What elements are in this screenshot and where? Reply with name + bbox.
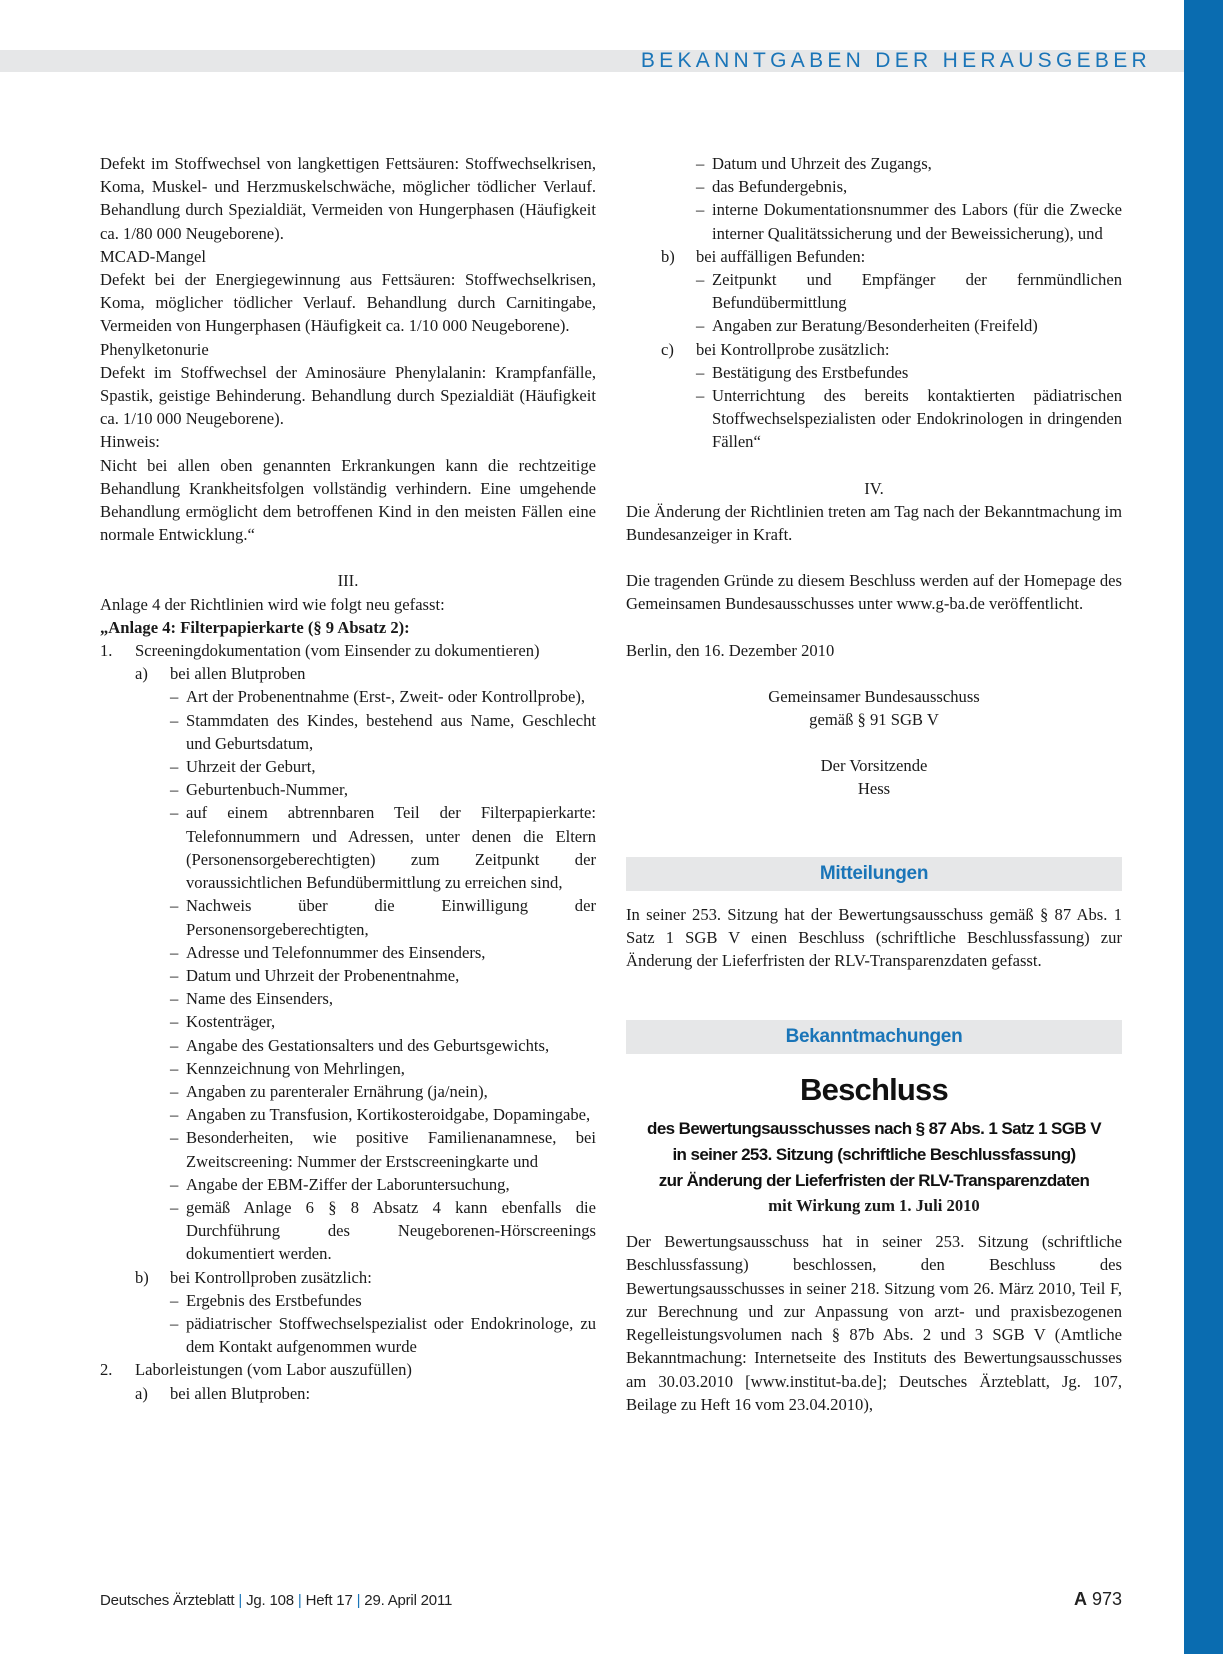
item-number: 1. <box>100 641 113 661</box>
beschluss-subtitle: des Bewertungsausschusses nach § 87 Abs. 1 Satz 1 SGB V <box>647 1119 1101 1139</box>
journal-name: Deutsches Ärzteblatt <box>100 1592 235 1609</box>
dash-marker: – <box>170 687 179 707</box>
page-num: 973 <box>1091 1589 1122 1609</box>
paragraph: Defekt bei der Energiegewinnung aus Fettsäuren: Stoffwechselkrisen, Koma, möglicher tödlicher Verlauf. Behandlung durch Carnitingabe, Vermeiden von Hungerphasen (Häufigkeit ca. 1/10 000 Neugeborene). <box>100 270 596 336</box>
dash-marker: – <box>170 710 179 730</box>
paragraph: Anlage 4 der Richtlinien wird wie folgt neu gefasst: <box>100 594 445 614</box>
dash-marker: – <box>170 1197 179 1217</box>
dash-marker: – <box>170 1313 179 1333</box>
dash-marker: – <box>170 896 179 916</box>
beschluss-subtitle: in seiner 253. Sitzung (schriftliche Beschlussfassung) <box>672 1145 1076 1165</box>
item-text: bei Kontrollprobe zusätzlich: <box>696 339 890 359</box>
paragraph: In seiner 253. Sitzung hat der Bewertungsausschuss gemäß § 87 Abs. 1 Satz 1 SGB V einen Beschluss (schriftliche Beschlussfassung) zur Änderung der Lieferfristen der RLV-Transparenzdaten gefasst. <box>626 904 1122 971</box>
list-item-text: Kostenträger, <box>186 1012 276 1032</box>
paragraph: Nicht bei allen oben genannten Erkrankungen kann die rechtzeitige Behandlung Krankheitsfolgen vollständig verhindern. Eine umgehende Behandlung ermöglicht dem betroffenen Kind in den meisten Fällen eine normale Entwicklung.“ <box>100 455 596 545</box>
list-item-text: Stammdaten des Kindes, bestehend aus Name, Geschlecht und Geburtsdatum, <box>186 710 596 753</box>
list-item-text: Name des Einsenders, <box>186 989 333 1009</box>
signature-name: Hess <box>857 779 891 799</box>
list-item <box>170 685 596 708</box>
list-item <box>170 1010 596 1033</box>
list-item-text: interne Dokumentationsnummer des Labors (für die Zwecke interner Qualitätssicherung und der Beweissicherung), und <box>712 200 1122 243</box>
dash-marker: – <box>170 965 179 985</box>
right-column <box>626 152 1122 1416</box>
signature-org-ref: gemäß § 91 SGB V <box>809 710 939 730</box>
dash-marker: – <box>696 386 705 406</box>
list-item <box>696 198 1122 244</box>
dash-marker: – <box>170 1012 179 1032</box>
list-item <box>170 1312 596 1358</box>
list-item-text: Besonderheiten, wie positive Familienanamnese, bei Zweitscreening: Nummer der Erstscreeningkarte und <box>186 1128 596 1171</box>
list-item-text: Adresse und Telefonnummer des Einsenders, <box>186 942 486 962</box>
item-text: bei Kontrollproben zusätzlich: <box>170 1267 372 1287</box>
date-line: Berlin, den 16. Dezember 2010 <box>626 640 835 660</box>
dash-list <box>626 361 1122 454</box>
signature-org: Gemeinsamer Bundesausschuss <box>768 686 980 706</box>
issue-date: 29. April 2011 <box>364 1592 453 1609</box>
list-item <box>170 709 596 755</box>
paragraph: Die tragenden Gründe zu diesem Beschluss werden auf der Homepage des Gemeinsamen Bundesausschusses unter www.g-ba.de veröffentlicht. <box>626 571 1122 614</box>
separator: | <box>238 1592 243 1609</box>
footer-citation <box>100 1592 452 1609</box>
signature-role: Der Vorsitzende <box>820 756 928 776</box>
list-item-text: Ergebnis des Erstbefundes <box>186 1290 362 1310</box>
list-item-text: pädiatrischer Stoffwechselspezialist oder Endokrinologe, zu dem Kontakt aufgenommen wurde <box>186 1313 596 1357</box>
list-item <box>696 314 1122 337</box>
dash-list <box>626 152 1122 245</box>
list-item-text: Angabe des Gestationsalters und des Geburtsgewichts, <box>186 1035 550 1055</box>
beschluss-subtitle: zur Änderung der Lieferfristen der RLV-Transparenzdaten <box>658 1171 1090 1191</box>
list-item <box>170 964 596 987</box>
list-item-text: Bestätigung des Erstbefundes <box>712 362 909 382</box>
dash-marker: – <box>170 757 179 777</box>
list-item-text: Angaben zur Beratung/Besonderheiten (Freifeld) <box>712 316 1038 336</box>
list-item-text: Geburtenbuch-Nummer, <box>186 780 348 800</box>
dash-marker: – <box>170 1174 179 1194</box>
item-text: Laborleistungen (vom Labor auszufüllen) <box>135 1360 412 1380</box>
list-item-text: auf einem abtrennbaren Teil der Filterpapierkarte: Telefonnummern und Adressen, unter denen die Eltern (Personensorgeberechtigten) zum Zeitpunkt der voraussichtlichen Befundübermittlung zu erreichen sind, <box>186 803 596 893</box>
separator: | <box>356 1592 361 1609</box>
disease-heading: MCAD-Mangel <box>100 246 207 266</box>
list-item <box>100 1358 596 1381</box>
section-number: IV. <box>864 478 884 498</box>
paragraph: Die Änderung der Richtlinien treten am Tag nach der Bekanntmachung im Bundesanzeiger in Kraft. <box>626 501 1122 545</box>
dash-marker: – <box>170 1081 179 1101</box>
dash-marker: – <box>170 1105 179 1125</box>
dash-marker: – <box>170 1128 179 1148</box>
page-prefix: A <box>1073 1589 1087 1609</box>
dash-marker: – <box>696 200 705 220</box>
list-item-text: Uhrzeit der Geburt, <box>186 757 316 777</box>
list-item <box>170 1289 596 1312</box>
dash-list <box>626 268 1122 338</box>
item-text: bei allen Blutproben <box>170 664 306 684</box>
list-item-text: Nachweis über die Einwilligung der Personensorgeberechtigten, <box>186 896 596 939</box>
dash-marker: – <box>170 989 179 1009</box>
list-item <box>170 1126 596 1172</box>
item-letter: a) <box>135 664 148 684</box>
dash-marker: – <box>696 154 705 173</box>
list-item <box>626 245 1122 268</box>
dash-marker: – <box>170 780 179 800</box>
list-item <box>170 1173 596 1196</box>
item-letter: a) <box>135 1383 148 1403</box>
volume: Jg. 108 <box>246 1592 294 1609</box>
item-letter: b) <box>661 246 675 266</box>
list-item <box>100 1382 596 1405</box>
bekanntmachungen-heading: Bekanntmachungen <box>626 1020 1122 1054</box>
section-number: III. <box>337 571 359 591</box>
list-item <box>696 175 1122 198</box>
list-item-text: das Befundergebnis, <box>712 177 848 197</box>
dash-marker: – <box>696 270 705 290</box>
list-item-text: Kennzeichnung von Mehrlingen, <box>186 1058 405 1078</box>
item-text: Screeningdokumentation (vom Einsender zu dokumentieren) <box>135 641 540 661</box>
separator: | <box>297 1592 302 1609</box>
list-item <box>696 152 1122 175</box>
item-letter: b) <box>135 1267 149 1287</box>
disease-heading: Phenylketonurie <box>100 339 209 359</box>
list-item <box>170 801 596 894</box>
paragraph: Defekt im Stoffwechsel von langkettigen Fettsäuren: Stoffwechselkrisen, Koma, Muskel- und Herzmuskelschwäche, möglicher tödlicher Verlauf. Behandlung durch Spezialdiät, Vermeiden von Hungerphasen (Häufigkeit ca. 1/80 000 Neugeborene). <box>100 154 596 243</box>
list-item-text: Angabe der EBM-Ziffer der Laboruntersuchung, <box>186 1174 510 1194</box>
list-item <box>170 1103 596 1126</box>
list-item-text: Datum und Uhrzeit des Zugangs, <box>712 154 932 173</box>
item-number: 2. <box>100 1360 113 1380</box>
list-item <box>100 1266 596 1289</box>
page-footer <box>100 1589 1122 1616</box>
list-item <box>170 1057 596 1080</box>
list-item-text: gemäß Anlage 6 § 8 Absatz 4 kann ebenfalls die Durchführung des Neugeborenen-Hörscreenings dokumentiert werden. <box>186 1197 596 1264</box>
dash-marker: – <box>170 1290 179 1310</box>
paragraph: Der Bewertungsausschuss hat in seiner 253. Sitzung (schriftliche Beschlussfassung) beschlossen, den Beschluss des Bewertungsausschusses in seiner 218. Sitzung vom 26. März 2010, Teil F, zur Berechnung und zur Anpassung von arzt- und praxisbezogenen Regelleistungsvolumen nach § 87b Abs. 2 und 3 SGB V (Amtliche Bekanntmachung: Internetseite des Instituts des Bewertungsausschusses am 30.03.2010 [www.institut-ba.de]; Deutsches Ärzteblatt, Jg. 107, Beilage zu Heft 16 vom 23.04.2010), <box>626 1232 1122 1414</box>
page-number <box>1074 1589 1122 1610</box>
note-heading: Hinweis: <box>100 432 160 452</box>
beschluss-title: Beschluss <box>800 1072 948 1108</box>
list-item <box>170 755 596 778</box>
dash-marker: – <box>696 316 705 336</box>
list-item <box>170 894 596 940</box>
list-item-text: Zeitpunkt und Empfänger der fernmündlichen Befundübermittlung <box>712 270 1122 313</box>
anlage-title: „Anlage 4: Filterpapierkarte (§ 9 Absatz 2): <box>100 617 410 637</box>
list-item-text: Angaben zu Transfusion, Kortikosteroidgabe, Dopamingabe, <box>186 1105 591 1125</box>
list-item <box>170 778 596 801</box>
section-header: BEKANNTGABEN DER HERAUSGEBER <box>640 49 1151 72</box>
list-item <box>100 639 596 662</box>
mitteilungen-heading: Mitteilungen <box>626 857 1122 891</box>
dash-marker: – <box>170 803 179 823</box>
item-text: bei allen Blutproben: <box>170 1383 311 1403</box>
list-item <box>626 338 1122 361</box>
dash-list <box>100 685 596 1265</box>
dash-marker: – <box>170 1035 179 1055</box>
item-text: bei auffälligen Befunden: <box>696 246 866 266</box>
list-item <box>100 662 596 685</box>
list-item <box>170 1196 596 1266</box>
dash-list <box>100 1289 596 1359</box>
paragraph: Defekt im Stoffwechsel der Aminosäure Phenylalanin: Krampfanfälle, Spastik, geistige Behinderung. Behandlung durch Spezialdiät (Häufigkeit ca. 1/10 000 Neugeborene). <box>100 362 596 429</box>
list-item-text: Art der Probenentnahme (Erst-, Zweit- oder Kontrollprobe), <box>186 687 586 707</box>
effective-date: mit Wirkung zum 1. Juli 2010 <box>768 1196 980 1216</box>
list-item-text: Datum und Uhrzeit der Probenentnahme, <box>186 965 460 985</box>
list-item <box>170 987 596 1010</box>
item-letter: c) <box>661 339 674 359</box>
list-item <box>696 268 1122 314</box>
dash-marker: – <box>170 1058 179 1078</box>
list-item <box>696 384 1122 454</box>
list-item <box>170 941 596 964</box>
list-item-text: Unterrichtung des bereits kontaktierten pädiatrischen Stoffwechselspezialisten oder Endokrinologen in dringenden Fällen“ <box>712 386 1122 452</box>
sidebar-accent-bar <box>1184 0 1223 1654</box>
left-column <box>100 152 596 1405</box>
issue: Heft 17 <box>305 1592 353 1609</box>
list-item <box>170 1080 596 1103</box>
list-item <box>696 361 1122 384</box>
dash-marker: – <box>696 177 705 197</box>
dash-marker: – <box>696 362 705 382</box>
list-item <box>170 1034 596 1057</box>
dash-marker: – <box>170 942 179 962</box>
list-item-text: Angaben zu parenteraler Ernährung (ja/nein), <box>186 1081 488 1101</box>
